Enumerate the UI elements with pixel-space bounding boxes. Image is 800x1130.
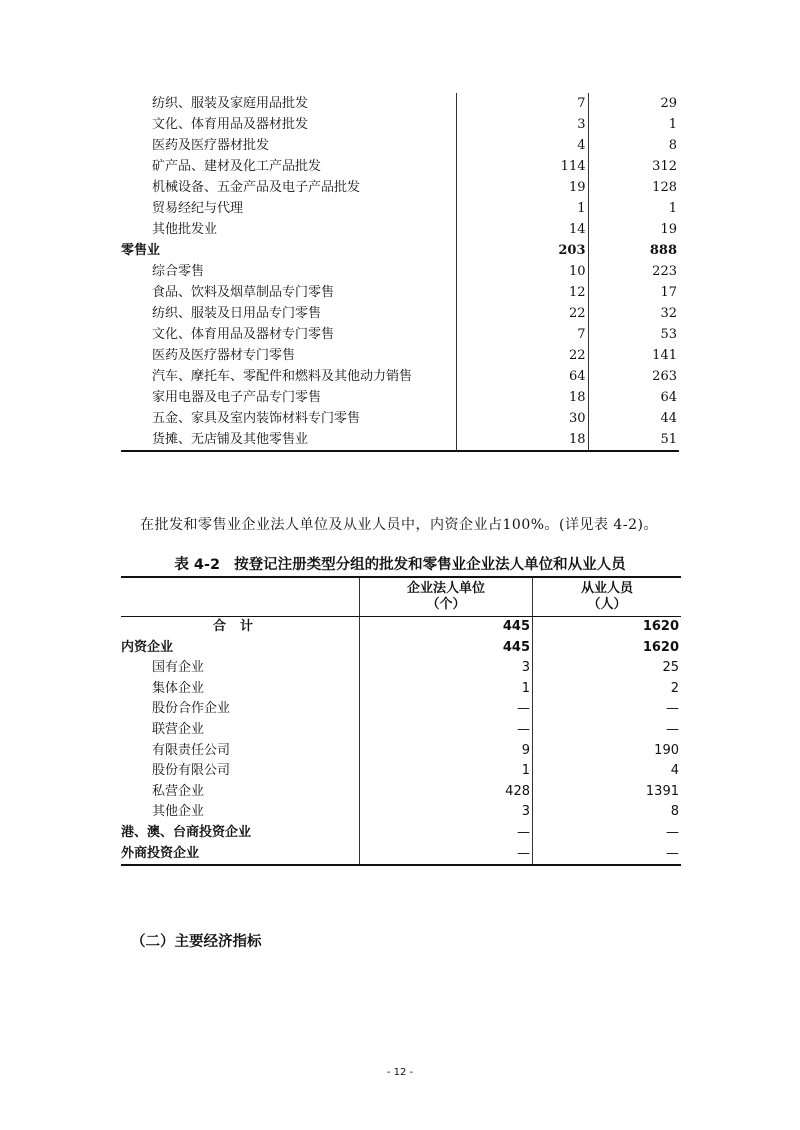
row-value-employees: 25 [662, 660, 679, 676]
table-row [121, 782, 681, 803]
table-row [121, 198, 679, 219]
header-units [360, 577, 533, 617]
row-value-units: 19 [456, 177, 588, 198]
table-row [121, 658, 681, 679]
table-row [121, 366, 679, 387]
row-label: 食品、饮料及烟草制品专门零售 [152, 285, 335, 300]
row-value-units: 203 [456, 240, 588, 261]
row-label: 股份合作企业 [152, 701, 231, 717]
row-value-units: 22 [456, 345, 588, 366]
table-row [121, 387, 679, 408]
row-value-employees: 128 [652, 180, 677, 195]
row-value-employees: 64 [660, 390, 677, 405]
row-value-units: 64 [456, 366, 588, 387]
row-label: 家用电器及电子产品专门零售 [152, 390, 322, 405]
table-row [121, 345, 679, 366]
wholesale-retail-industry-table [121, 93, 679, 452]
header-units-unit: （个） [426, 597, 466, 612]
row-value-employees: 8 [670, 804, 679, 820]
table-row-category [121, 844, 681, 866]
row-label: 外商投资企业 [121, 844, 360, 866]
row-label: 货摊、无店铺及其他零售业 [121, 429, 456, 451]
row-label: 文化、体育用品及器材批发 [152, 117, 309, 132]
table-row [121, 802, 681, 823]
table-row [121, 679, 681, 700]
row-label: 集体企业 [152, 680, 205, 696]
row-value-units: 7 [456, 93, 588, 114]
table-row [121, 720, 681, 741]
row-label: 其他企业 [152, 804, 205, 820]
table-row [121, 93, 679, 114]
row-label: 机械设备、五金产品及电子产品批发 [152, 180, 361, 195]
row-value-units: 22 [456, 303, 588, 324]
row-value-employees: 223 [652, 264, 677, 279]
table-title: 按登记注册类型分组的批发和零售业企业法人单位和从业人员 [234, 557, 626, 573]
row-value-employees: 1391 [645, 783, 679, 799]
header-employees-unit: （人） [587, 597, 627, 612]
registration-type-table [121, 576, 681, 866]
row-value-units: 18 [456, 429, 588, 451]
page-number: - 12 - [386, 1067, 414, 1078]
table-row-category [121, 638, 681, 659]
table-row-total [121, 617, 681, 638]
table-row [121, 761, 681, 782]
row-value-employees: 1620 [642, 619, 679, 634]
row-value-employees: 312 [652, 159, 677, 174]
row-label: 股份有限公司 [152, 763, 231, 779]
row-label: 医药及医疗器材批发 [152, 138, 270, 153]
row-value-units: 114 [456, 156, 588, 177]
row-value-units: 12 [456, 282, 588, 303]
table-caption [121, 553, 679, 574]
row-value-employees: 29 [660, 96, 677, 111]
row-label: 港、澳、台商投资企业 [121, 824, 252, 840]
row-label: 五金、家具及室内装饰材料专门零售 [152, 411, 361, 426]
row-label: 联营企业 [152, 721, 205, 737]
table-row [121, 114, 679, 135]
row-value-units: — [360, 844, 533, 866]
row-label: 贸易经纪与代理 [152, 201, 244, 216]
row-label: 综合零售 [152, 264, 205, 279]
row-value-units: 18 [456, 387, 588, 408]
table-number: 表 4-2 [174, 557, 221, 573]
row-label: 纺织、服装及家庭用品批发 [152, 96, 309, 111]
row-value-units: 9 [360, 741, 533, 762]
row-value-employees: 32 [660, 306, 677, 321]
row-value-units: 445 [360, 638, 533, 659]
row-value-employees: 1 [668, 117, 677, 132]
row-value-employees: 17 [660, 285, 677, 300]
table-row [121, 303, 679, 324]
row-value-units: 1 [360, 679, 533, 700]
row-value-units: 1 [360, 761, 533, 782]
table-row [121, 219, 679, 240]
row-value-employees: — [666, 701, 679, 717]
row-value-units: — [360, 720, 533, 741]
table-row [121, 741, 681, 762]
row-value-units: 14 [456, 219, 588, 240]
table-row-category [121, 823, 681, 844]
row-value-employees: 1620 [642, 639, 679, 655]
table-row [121, 135, 679, 156]
row-label: 私营企业 [152, 783, 205, 799]
table-row [121, 429, 679, 451]
row-label: 零售业 [121, 243, 161, 258]
row-label: 有限责任公司 [152, 742, 231, 758]
row-value-employees: 141 [652, 348, 677, 363]
row-value-employees: 888 [649, 243, 677, 258]
row-value-employees: 44 [660, 411, 677, 426]
row-value-units: 7 [456, 324, 588, 345]
row-value-employees: — [533, 844, 682, 866]
row-label: 矿产品、建材及化工产品批发 [152, 159, 322, 174]
row-value-units: 3 [456, 114, 588, 135]
table-row-category [121, 240, 679, 261]
row-value-units: 10 [456, 261, 588, 282]
row-value-employees: 8 [668, 138, 677, 153]
row-value-employees: 190 [654, 742, 679, 758]
row-label: 国有企业 [152, 660, 205, 676]
row-label: 文化、体育用品及器材专门零售 [152, 327, 335, 342]
row-value-units: 3 [360, 802, 533, 823]
row-value-employees: — [666, 721, 679, 737]
body-paragraph: 在批发和零售业企业法人单位及从业人员中，内资企业占100%。(详见表 4-2)。 [140, 517, 658, 533]
row-value-units: 30 [456, 408, 588, 429]
row-value-employees: 51 [588, 429, 679, 451]
row-value-units: — [360, 699, 533, 720]
table-row [121, 408, 679, 429]
header-units-label: 企业法人单位 [406, 581, 485, 596]
row-value-employees: 53 [660, 327, 677, 342]
row-value-units: 445 [360, 617, 533, 638]
table-row [121, 177, 679, 198]
header-employees [533, 577, 682, 617]
row-value-units: 3 [360, 658, 533, 679]
row-label: 合计 [212, 619, 267, 634]
table-row [121, 282, 679, 303]
row-value-units: 4 [456, 135, 588, 156]
row-label: 其他批发业 [152, 222, 218, 237]
row-label: 内资企业 [121, 639, 174, 655]
row-value-units: — [360, 823, 533, 844]
row-value-employees: 1 [668, 201, 677, 216]
table-row [121, 261, 679, 282]
table-row [121, 699, 681, 720]
row-value-employees: 4 [670, 763, 679, 779]
row-value-employees: — [666, 824, 679, 840]
row-value-employees: 19 [660, 222, 677, 237]
table-header-row [121, 577, 681, 617]
table-row [121, 324, 679, 345]
row-value-employees: 2 [670, 680, 679, 696]
row-label: 汽车、摩托车、零配件和燃料及其他动力销售 [152, 369, 413, 384]
row-label: 纺织、服装及日用品专门零售 [152, 306, 322, 321]
row-value-units: 1 [456, 198, 588, 219]
row-value-units: 428 [360, 782, 533, 803]
section-heading: （二）主要经济指标 [131, 934, 262, 950]
row-value-employees: 263 [652, 369, 677, 384]
table-row [121, 156, 679, 177]
header-employees-label: 从业人员 [580, 581, 633, 596]
row-label: 医药及医疗器材专门零售 [152, 348, 296, 363]
header-blank-cell [121, 577, 360, 617]
